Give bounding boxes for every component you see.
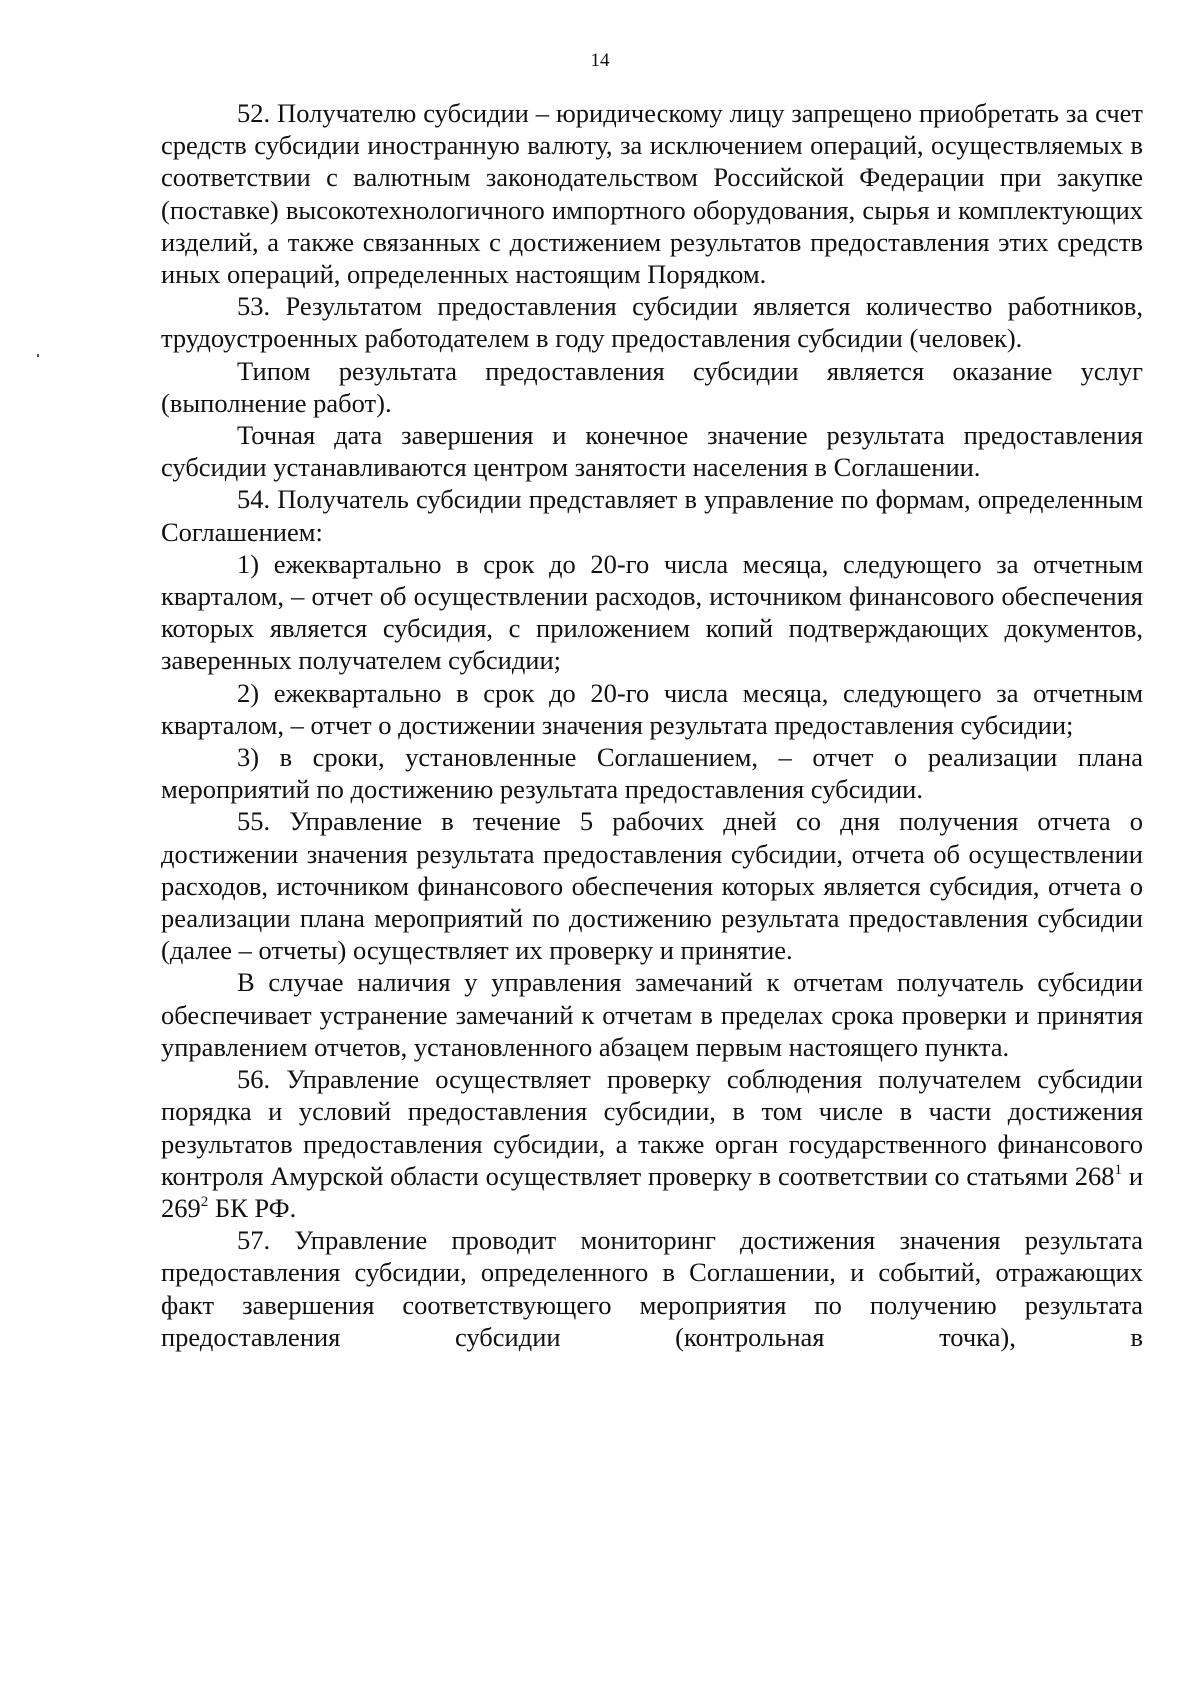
- paragraph-55-remarks: В случае наличия у управления замечаний к отчетам получатель субсидии обеспечивает устранение замечаний к отчетам в пределах срока проверки и принятия управлением отчетов, установленного абзацем первым настоящего пункта.: [161, 967, 1143, 1062]
- paragraph-52: 52. Получателю субсидии – юридическому лицу запрещено приобретать за счет средств субсидии иностранную валюту, за исключением операций, осуществляемых в соответствии с валютным законодательством Российской Федерации при закупке (поставке) высокотехнологичного импортного оборудования, сырья и комплектующих изделий, а также связанных с достижением результатов предоставления этих средств иных операций, определенных настоящим Порядком.: [161, 98, 1143, 290]
- superscript-2: 2: [200, 1193, 209, 1210]
- paragraph-54-item-2: 2) ежеквартально в срок до 20-го числа месяца, следующего за отчетным кварталом, – отчет о достижении значения результата предоставления субсидии;: [161, 677, 1143, 740]
- paragraph-53-completion-date: Точная дата завершения и конечное значение результата предоставления субсидии устанавливаются центром занятости населения в Соглашении.: [161, 420, 1143, 483]
- paragraph-53-result-type: Типом результата предоставления субсидии является оказание услуг (выполнение работ).: [161, 355, 1143, 418]
- paragraph-54: 54. Получатель субсидии представляет в управление по формам, определенным Соглашением:: [161, 484, 1143, 547]
- paragraph-55: 55. Управление в течение 5 рабочих дней со дня получения отчета о достижении значения результата предоставления субсидии, отчета об осуществлении расходов, источником финансового обеспечения которых является субсидия, отчета о реализации плана мероприятий по достижению результата предоставления субсидии (далее – отчеты) осуществляет их проверку и принятие.: [161, 806, 1143, 966]
- paragraph-56-text: 56. Управление осуществляет проверку соблюдения получателем субсидии порядка и условий предоставления субсидии, в том числе в части достижения результатов предоставления субсидии, а также орган государственного финансового контроля Амурской области осуществляет проверку в соответствии со статьями 268: [161, 1064, 1143, 1191]
- paragraph-54-item-1: 1) ежеквартально в срок до 20-го числа месяца, следующего за отчетным кварталом, – отчет об осуществлении расходов, источником финансового обеспечения которых является субсидия, с приложением копий подтверждающих документов, заверенных получателем субсидии;: [161, 548, 1143, 676]
- paragraph-56-connector: и 269: [161, 1160, 1143, 1223]
- paragraph-57: 57. Управление проводит мониторинг достижения значения результата предоставления субсидии, определенного в Соглашении, и событий, отражающих факт завершения соответствующего мероприятия по получению результата предоставления субсидии (контрольная точка), в: [161, 1225, 1143, 1352]
- paragraph-56-ending: БК РФ.: [208, 1192, 297, 1223]
- paragraph-53: 53. Результатом предоставления субсидии является количество работников, трудоустроенных работодателем в году предоставления субсидии (человек).: [161, 291, 1143, 354]
- scan-artifact: [37, 354, 39, 357]
- document-body: [161, 97, 1143, 1353]
- paragraph-54-item-3: 3) в сроки, установленные Соглашением, – отчет о реализации плана мероприятий по достижению результата предоставления субсидии.: [161, 742, 1143, 805]
- superscript-1: 1: [1114, 1161, 1122, 1178]
- page-number: 14: [590, 50, 610, 71]
- paragraph-56: [161, 1063, 1143, 1224]
